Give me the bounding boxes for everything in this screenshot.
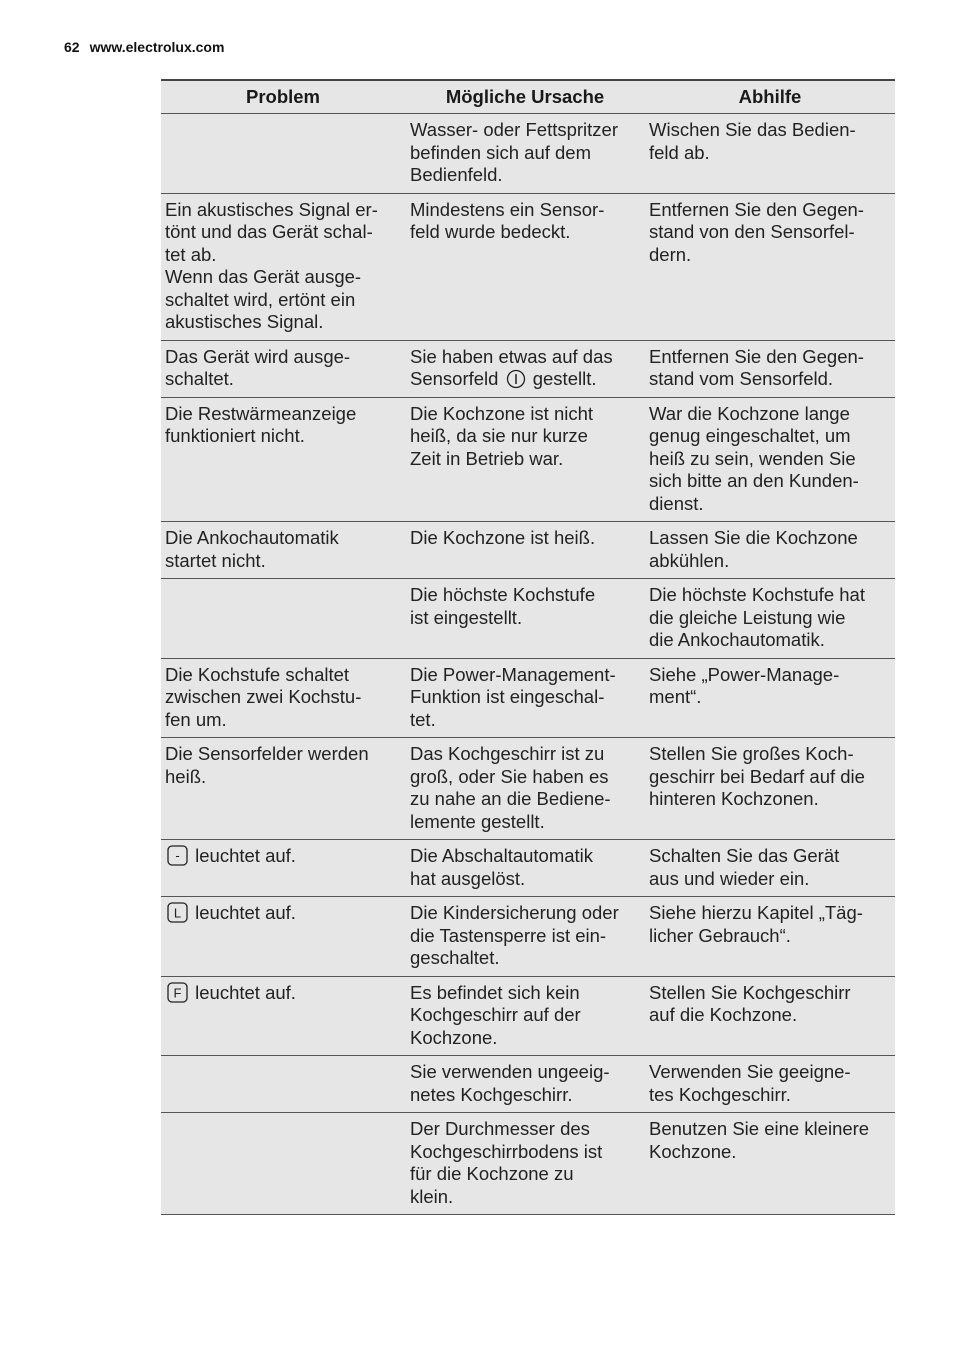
problem-cell bbox=[161, 1056, 405, 1113]
problem-cell: F leuchtet auf. bbox=[161, 976, 405, 1056]
cause-cell: Die Power-Management- Funktion ist eingeschal- tet. bbox=[405, 658, 645, 738]
table-row bbox=[161, 397, 895, 522]
problem-cell: - leuchtet auf. bbox=[161, 840, 405, 897]
page-header bbox=[64, 39, 224, 55]
remedy-cell: Entfernen Sie den Gegen- stand vom Sensorfeld. bbox=[645, 340, 895, 397]
column-header-problem: Problem bbox=[161, 80, 405, 114]
cause-cell: Die Kochzone ist heiß. bbox=[405, 522, 645, 579]
table-row bbox=[161, 840, 895, 897]
table-row bbox=[161, 976, 895, 1056]
remedy-cell: Die höchste Kochstufe hat die gleiche Leistung wie die Ankochautomatik. bbox=[645, 579, 895, 659]
cause-cell: Die Kindersicherung oder die Tastensperre ist ein- geschaltet. bbox=[405, 897, 645, 977]
svg-text:L: L bbox=[173, 905, 182, 921]
table-row bbox=[161, 522, 895, 579]
problem-cell bbox=[161, 114, 405, 194]
table-header-row bbox=[161, 80, 895, 114]
column-header-cause: Mögliche Ursache bbox=[405, 80, 645, 114]
dash-display-icon bbox=[167, 845, 188, 866]
remedy-cell: Stellen Sie großes Koch- geschirr bei Bedarf auf die hinteren Kochzonen. bbox=[645, 738, 895, 840]
problem-cell bbox=[161, 1113, 405, 1215]
remedy-cell: Wischen Sie das Bedien- feld ab. bbox=[645, 114, 895, 194]
f-display-icon bbox=[167, 982, 188, 1003]
table-row bbox=[161, 193, 895, 340]
cause-cell: Das Kochgeschirr ist zu groß, oder Sie haben es zu nahe an die Bediene- lemente gestellt. bbox=[405, 738, 645, 840]
remedy-cell: Stellen Sie Kochgeschirr auf die Kochzone. bbox=[645, 976, 895, 1056]
problem-cell: Die Restwärmeanzeige funktioniert nicht. bbox=[161, 397, 405, 522]
troubleshooting-table bbox=[161, 79, 895, 1215]
problem-cell: Die Ankochautomatik startet nicht. bbox=[161, 522, 405, 579]
svg-text:-: - bbox=[175, 848, 180, 863]
table-row bbox=[161, 897, 895, 977]
remedy-cell: Entfernen Sie den Gegen- stand von den Sensorfel- dern. bbox=[645, 193, 895, 340]
problem-cell: L leuchtet auf. bbox=[161, 897, 405, 977]
table-row bbox=[161, 738, 895, 840]
column-header-remedy: Abhilfe bbox=[645, 80, 895, 114]
problem-cell: Die Sensorfelder werden heiß. bbox=[161, 738, 405, 840]
cause-cell: Der Durchmesser des Kochgeschirrbodens ist für die Kochzone zu klein. bbox=[405, 1113, 645, 1215]
cause-cell: Mindestens ein Sensor- feld wurde bedeckt. bbox=[405, 193, 645, 340]
remedy-cell: Siehe hierzu Kapitel „Täg- licher Gebrauch“. bbox=[645, 897, 895, 977]
cause-cell: Die Abschaltautomatik hat ausgelöst. bbox=[405, 840, 645, 897]
page-number: 62 bbox=[64, 39, 80, 55]
table-row bbox=[161, 1113, 895, 1215]
table-row bbox=[161, 340, 895, 397]
problem-cell: Ein akustisches Signal er- tönt und das Gerät schal- tet ab. Wenn das Gerät ausge- schaltet wird, ertönt ein akustisches Signal. bbox=[161, 193, 405, 340]
svg-text:F: F bbox=[173, 985, 182, 1000]
cause-cell: Es befindet sich kein Kochgeschirr auf der Kochzone. bbox=[405, 976, 645, 1056]
cause-cell: Sie haben etwas auf das Sensorfeld gestellt. bbox=[405, 340, 645, 397]
remedy-cell: War die Kochzone lange genug eingeschaltet, um heiß zu sein, wenden Sie sich bitte an den Kunden- dienst. bbox=[645, 397, 895, 522]
cause-cell: Wasser- oder Fettspritzer befinden sich auf dem Bedienfeld. bbox=[405, 114, 645, 194]
cause-cell: Die Kochzone ist nicht heiß, da sie nur kurze Zeit in Betrieb war. bbox=[405, 397, 645, 522]
l-display-icon bbox=[167, 902, 188, 923]
remedy-cell: Schalten Sie das Gerät aus und wieder ein. bbox=[645, 840, 895, 897]
cause-cell: Die höchste Kochstufe ist eingestellt. bbox=[405, 579, 645, 659]
remedy-cell: Verwenden Sie geeigne- tes Kochgeschirr. bbox=[645, 1056, 895, 1113]
remedy-cell: Lassen Sie die Kochzone abkühlen. bbox=[645, 522, 895, 579]
power-icon bbox=[506, 369, 526, 389]
website-url: www.electrolux.com bbox=[89, 39, 225, 55]
problem-cell: Das Gerät wird ausge- schaltet. bbox=[161, 340, 405, 397]
problem-cell: Die Kochstufe schaltet zwischen zwei Kochstu- fen um. bbox=[161, 658, 405, 738]
table-row bbox=[161, 579, 895, 659]
problem-cell bbox=[161, 579, 405, 659]
remedy-cell: Benutzen Sie eine kleinere Kochzone. bbox=[645, 1113, 895, 1215]
remedy-cell: Siehe „Power-Manage- ment“. bbox=[645, 658, 895, 738]
table-row bbox=[161, 658, 895, 738]
table-row bbox=[161, 114, 895, 194]
table-row bbox=[161, 1056, 895, 1113]
cause-cell: Sie verwenden ungeeig- netes Kochgeschirr. bbox=[405, 1056, 645, 1113]
